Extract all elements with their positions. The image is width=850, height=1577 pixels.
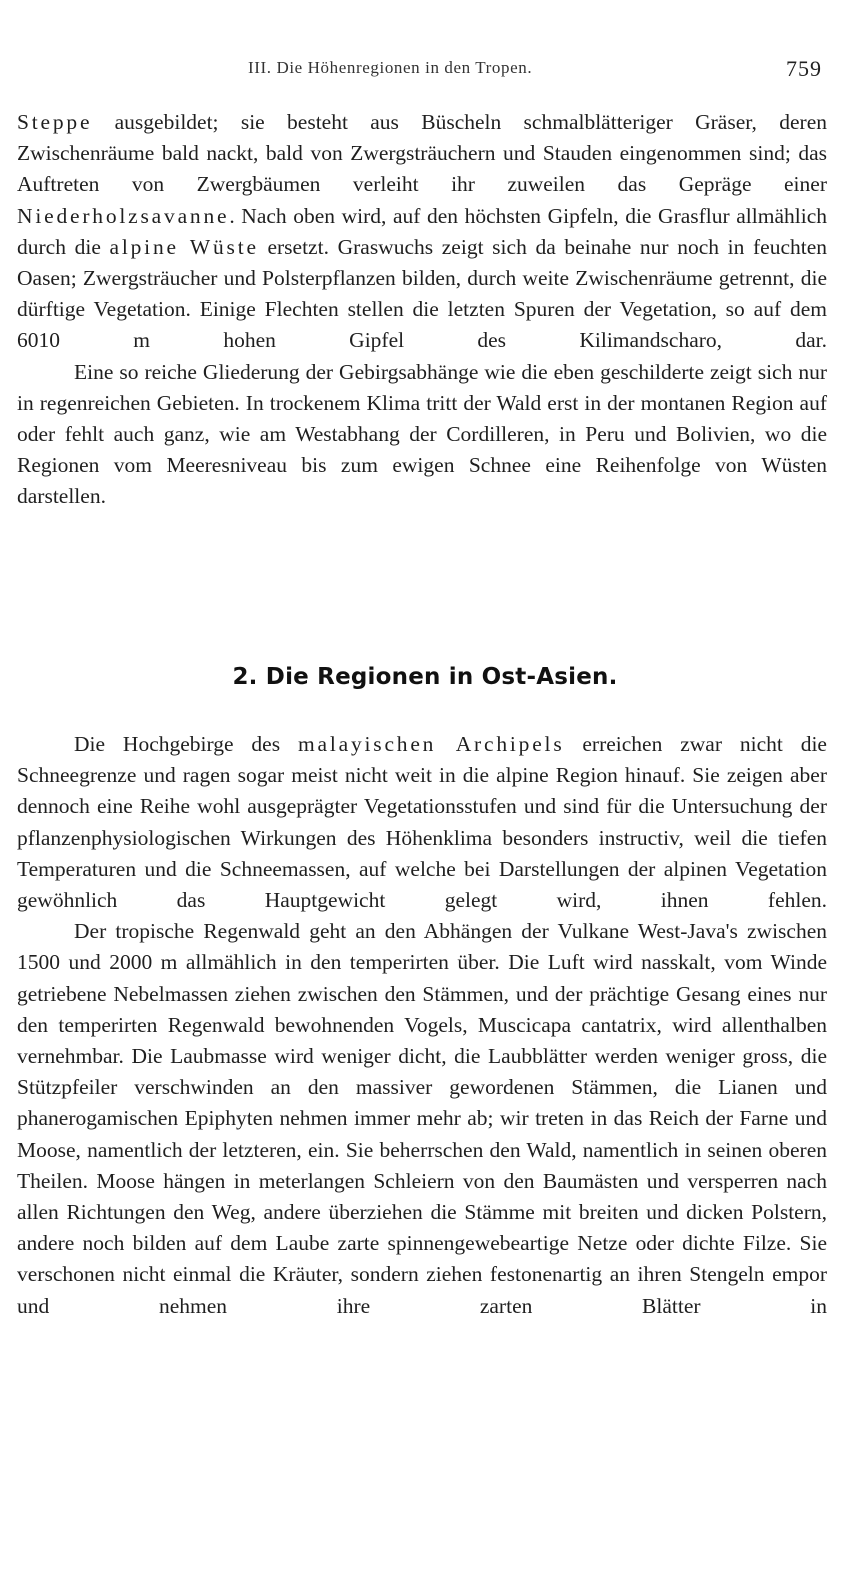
paragraph [17,107,827,357]
text-run: ausgebildet; sie besteht aus Büscheln schmalblätteriger Gräser, deren Zwischenräume bald nackt, bald von Zwergsträuchern und Stauden eingenommen sind; das Auftreten von Zwergbäumen verleiht ihr zuweilen das Gepräge einer [17,110,827,197]
spaced-term: Niederholzsavanne [17,203,230,228]
paragraph [17,729,827,916]
running-title: III. Die Höhenregionen in den Tropen. [248,58,533,77]
section-heading: 2. Die Regionen in Ost-Asien. [232,664,618,690]
text-run: . Nach oben wird, auf den höchsten Gipfeln, die Grasflur allmählich durch die [17,203,827,259]
bottom-text-block [17,729,827,1322]
paragraph: Der tropische Regenwald geht an den Abhängen der Vulkane West-Java's zwischen 1500 und 2000 m allmählich in den temperirten über. Die Luft wird nasskalt, vom Winde getriebene Nebelmassen ziehen zwischen den Stämmen, und der prächtige Gesang eines nur den temperirten Regenwald bewohnenden Vogels, Muscicapa cantatrix, wird allenthalben vernehmbar. Die Laubmasse wird weniger dicht, die Laubblätter werden weniger gross, die Stützpfeiler verschwinden an den massiver gewordenen Stämmen, die Lianen und phanerogamischen Epiphyten nehmen immer mehr ab; wir treten in das Reich der Farne und Moose, namentlich der letzteren, ein. Sie beherrschen den Wald, namentlich in seinen oberen Theilen. Moose hängen in meterlangen Schleiern von den Baumästen und versperren nach allen Richtungen den Weg, andere überziehen die Stämme mit breiten und dicken Polstern, andere noch bilden auf dem Laube zarte spinnengewebeartige Netze oder dichte Filze. Sie verschonen nicht einmal die Kräuter, sondern ziehen festonenartig an ihren Stengeln empor und nehmen ihre zarten Blätter in [17,919,827,1318]
page-number: 759 [786,56,822,81]
top-text-block [17,107,827,513]
spaced-term: malayischen Archipels [297,732,565,756]
spaced-term: Steppe [17,110,93,134]
running-head [0,58,850,82]
spaced-term: alpine Wüste [109,234,259,259]
text-run: erreichen zwar nicht die Schneegrenze und ragen sogar meist nicht weit in die alpine Region hinauf. Sie zeigen aber dennoch eine Reihe wohl ausgeprägter Vegetationsstufen und sind für die Untersuchung der pflanzenphysiologischen Wirkungen des Höhenklima besonders instructiv, weil die tiefen Temperaturen und die Schneemassen, auf welche bei Darstellungen der alpinen Vegetation gewöhnlich das Hauptgewicht gelegt wird, ihnen fehlen. [17,732,827,913]
text-run: Die Hochgebirge des [74,732,298,756]
paragraph: Eine so reiche Gliederung der Gebirgsabhänge wie die eben geschilderte zeigt sich nur in regenreichen Gebieten. In trockenem Klima tritt der Wald erst in der montanen Region auf oder fehlt auch ganz, wie am Westabhang der Cordilleren, in Peru und Bolivien, wo die Regionen vom Meeresniveau bis zum ewigen Schnee eine Reihenfolge von Wüsten darstellen. [17,359,827,509]
text-run: ersetzt. Graswuchs zeigt sich da beinahe nur noch in feuchten Oasen; Zwergsträucher und Polsterpflanzen bilden, durch weite Zwischenräume getrennt, die dürftige Vegetation. Einige Flechten stellen die letzten Spuren der Vegetation, so auf dem 6010 m hohen Gipfel des Kilimandscharo, dar. [17,234,828,353]
